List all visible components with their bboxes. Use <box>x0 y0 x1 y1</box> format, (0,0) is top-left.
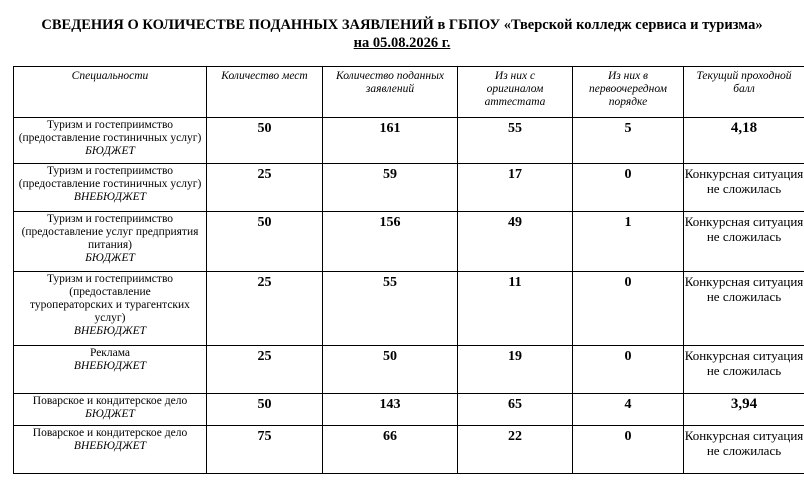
funding-type: БЮДЖЕТ <box>85 408 135 420</box>
header-specialty: Специальности <box>14 67 207 118</box>
specialty-cell <box>14 272 207 346</box>
header-places: Количество мест <box>207 67 323 118</box>
specialty-name: Туризм и гостеприимство (предоставление гостиничных услуг) <box>18 165 202 190</box>
priority-cell: 0 <box>573 346 684 394</box>
table-row <box>14 346 804 394</box>
specialty-cell <box>14 394 207 426</box>
score-cell: 4,18 <box>684 118 804 164</box>
score-cell: 3,94 <box>684 394 804 426</box>
header-originals: Из них с оригиналом аттестата <box>458 67 573 118</box>
specialty-name: Реклама <box>89 347 131 359</box>
specialty-cell <box>14 118 207 164</box>
originals-cell: 19 <box>458 346 573 394</box>
applications-cell: 161 <box>323 118 458 164</box>
title-line: СВЕДЕНИЯ О КОЛИЧЕСТВЕ ПОДАННЫХ ЗАЯВЛЕНИЙ в ГБПОУ «Тверской колледж сервиса и туризма» <box>41 17 763 33</box>
originals-cell: 17 <box>458 164 573 212</box>
priority-cell: 1 <box>573 212 684 272</box>
specialty-cell <box>14 212 207 272</box>
originals-cell: 22 <box>458 426 573 474</box>
funding-type: БЮДЖЕТ <box>85 145 135 157</box>
table-row <box>14 394 804 426</box>
places-cell: 25 <box>207 272 323 346</box>
applications-cell: 156 <box>323 212 458 272</box>
score-cell: Конкурсная ситуация не сложилась <box>684 212 804 272</box>
applications-cell: 59 <box>323 164 458 212</box>
table-row <box>14 426 804 474</box>
priority-cell: 4 <box>573 394 684 426</box>
originals-cell: 11 <box>458 272 573 346</box>
priority-cell: 0 <box>573 272 684 346</box>
header-score: Текущий проходной балл <box>684 67 804 118</box>
specialty-name: Туризм и гостеприимство (предоставление туроператорских и турагентских услуг) <box>30 273 190 324</box>
score-cell: Конкурсная ситуация не сложилась <box>684 426 804 474</box>
places-cell: 50 <box>207 394 323 426</box>
document-title <box>0 16 804 52</box>
specialty-cell <box>14 426 207 474</box>
score-cell: Конкурсная ситуация не сложилась <box>684 164 804 212</box>
table-row <box>14 118 804 164</box>
funding-type: ВНЕБЮДЖЕТ <box>73 360 147 372</box>
funding-type: ВНЕБЮДЖЕТ <box>73 191 147 203</box>
applications-cell: 143 <box>323 394 458 426</box>
table-header-row <box>14 67 804 118</box>
specialty-name: Поварское и кондитерское дело <box>32 395 188 407</box>
places-cell: 25 <box>207 346 323 394</box>
applications-table <box>13 66 804 474</box>
score-cell: Конкурсная ситуация не сложилась <box>684 272 804 346</box>
table-row <box>14 164 804 212</box>
table-row <box>14 272 804 346</box>
places-cell: 25 <box>207 164 323 212</box>
table-row <box>14 212 804 272</box>
score-cell: Конкурсная ситуация не сложилась <box>684 346 804 394</box>
priority-cell: 0 <box>573 164 684 212</box>
priority-cell: 0 <box>573 426 684 474</box>
originals-cell: 55 <box>458 118 573 164</box>
places-cell: 75 <box>207 426 323 474</box>
specialty-cell <box>14 164 207 212</box>
funding-type: ВНЕБЮДЖЕТ <box>73 440 147 452</box>
specialty-name: Туризм и гостеприимство (предоставление гостиничных услуг) <box>18 119 202 144</box>
specialty-cell <box>14 346 207 394</box>
applications-cell: 66 <box>323 426 458 474</box>
places-cell: 50 <box>207 118 323 164</box>
title-date: на 05.08.2026 г. <box>353 35 451 51</box>
places-cell: 50 <box>207 212 323 272</box>
originals-cell: 65 <box>458 394 573 426</box>
priority-cell: 5 <box>573 118 684 164</box>
specialty-name: Поварское и кондитерское дело <box>32 427 188 439</box>
funding-type: БЮДЖЕТ <box>85 252 135 264</box>
applications-cell: 55 <box>323 272 458 346</box>
funding-type: ВНЕБЮДЖЕТ <box>73 325 147 337</box>
header-applications: Количество поданных заявлений <box>323 67 458 118</box>
applications-cell: 50 <box>323 346 458 394</box>
header-priority: Из них в первоочередном порядке <box>573 67 684 118</box>
specialty-name: Туризм и гостеприимство (предоставление услуг предприятия питания) <box>21 213 199 251</box>
originals-cell: 49 <box>458 212 573 272</box>
